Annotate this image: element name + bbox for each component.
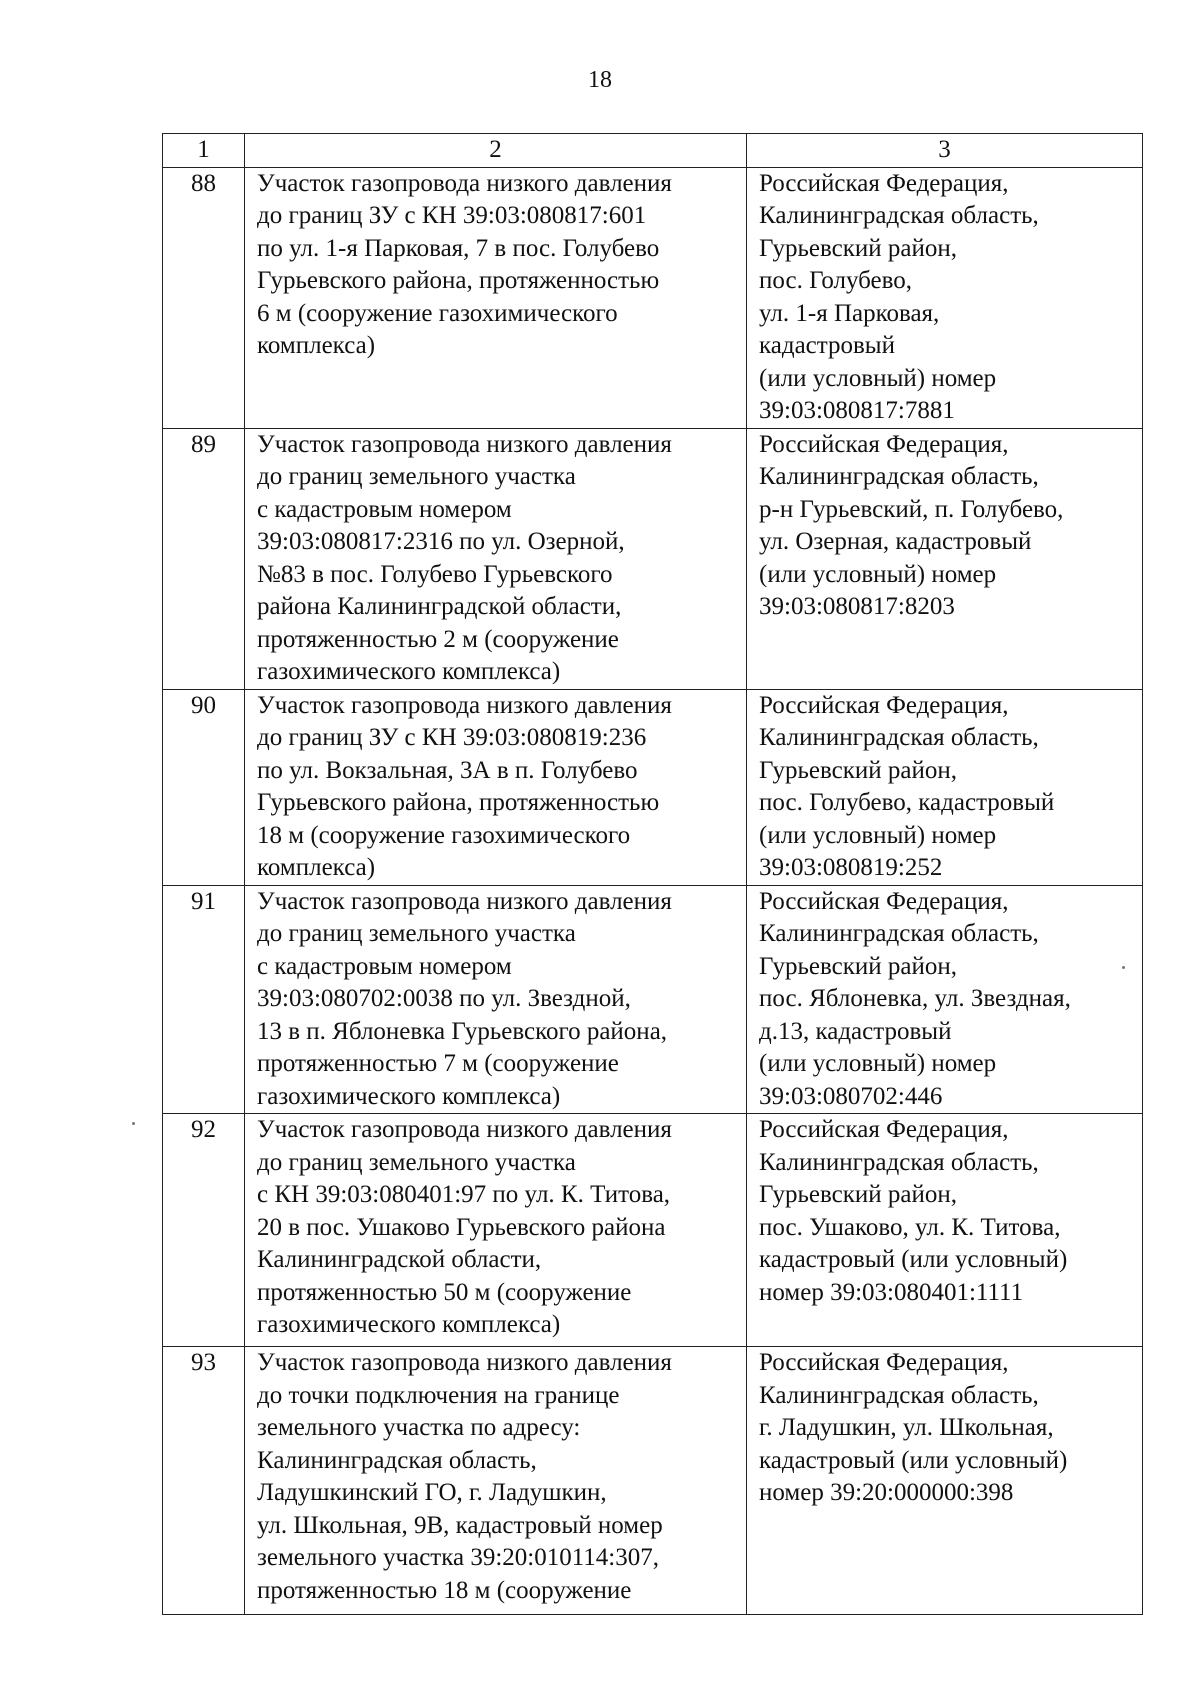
row-number: 88	[163, 167, 245, 428]
page-number: 18	[588, 67, 612, 93]
object-address: Российская Федерация, Калининградская область, р-н Гурьевский, п. Голубево, ул. Озерная, кадастровый (или условный) номер 39:03:080817:8203	[747, 428, 1143, 689]
object-address: Российская Федерация, Калининградская область, Гурьевский район, пос. Яблоневка, ул. Звездная, д.13, кадастровый (или условный) номер 39:03:080702:446	[747, 885, 1143, 1114]
scan-speck	[132, 1122, 135, 1125]
object-description: Участок газопровода низкого давления до границ земельного участка с кадастровым номером 39:03:080702:0038 по ул. Звездной, 13 в п. Яблоневка Гурьевского района, протяженностью 7 м (сооружение газохимического комплекса)	[245, 885, 747, 1114]
table-row	[163, 428, 1143, 689]
object-address: Российская Федерация, Калининградская область, Гурьевский район, пос. Ушаково, ул. К. Титова, кадастровый (или условный) номер 39:03:080401:1111	[747, 1114, 1143, 1347]
table-row	[163, 1347, 1143, 1615]
object-description: Участок газопровода низкого давления до границ ЗУ с КН 39:03:080819:236 по ул. Вокзальная, 3А в п. Голубево Гурьевского района, протяженностью 18 м (сооружение газохимического комплекса)	[245, 689, 747, 885]
table-header-row	[163, 134, 1143, 168]
object-address: Российская Федерация, Калининградская область, г. Ладушкин, ул. Школьная, кадастровый (или условный) номер 39:20:000000:398	[747, 1347, 1143, 1615]
column-header-2: 2	[245, 134, 747, 168]
object-description: Участок газопровода низкого давления до границ земельного участка с КН 39:03:080401:97 по ул. К. Титова, 20 в пос. Ушаково Гурьевского района Калининградской области, протяженностью 50 м (сооружение газохимического комплекса)	[245, 1114, 747, 1347]
table-row	[163, 167, 1143, 428]
object-address: Российская Федерация, Калининградская область, Гурьевский район, пос. Голубево, ул. 1-я Парковая, кадастровый (или условный) номер 39:03:080817:7881	[747, 167, 1143, 428]
table-row	[163, 1114, 1143, 1347]
row-number: 91	[163, 885, 245, 1114]
object-description: Участок газопровода низкого давления до границ ЗУ с КН 39:03:080817:601 по ул. 1-я Парковая, 7 в пос. Голубево Гурьевского района, протяженностью 6 м (сооружение газохимического комплекса)	[245, 167, 747, 428]
object-description: Участок газопровода низкого давления до точки подключения на границе земельного участка по адресу: Калининградская область, Ладушкинский ГО, г. Ладушкин, ул. Школьная, 9В, кадастровый номер земельного участка 39:20:010114:307, протяженностью 18 м (сооружение	[245, 1347, 747, 1615]
row-number: 93	[163, 1347, 245, 1615]
row-number: 89	[163, 428, 245, 689]
table-row	[163, 885, 1143, 1114]
column-header-3: 3	[747, 134, 1143, 168]
column-header-1: 1	[163, 134, 245, 168]
row-number: 92	[163, 1114, 245, 1347]
row-number: 90	[163, 689, 245, 885]
object-description: Участок газопровода низкого давления до границ земельного участка с кадастровым номером 39:03:080817:2316 по ул. Озерной, №83 в пос. Голубево Гурьевского района Калининградской области, протяженностью 2 м (сооружение газохимического комплекса)	[245, 428, 747, 689]
register-table	[162, 133, 1143, 1615]
table-row	[163, 689, 1143, 885]
object-address: Российская Федерация, Калининградская область, Гурьевский район, пос. Голубево, кадастровый (или условный) номер 39:03:080819:252	[747, 689, 1143, 885]
scan-speck	[1122, 966, 1125, 969]
